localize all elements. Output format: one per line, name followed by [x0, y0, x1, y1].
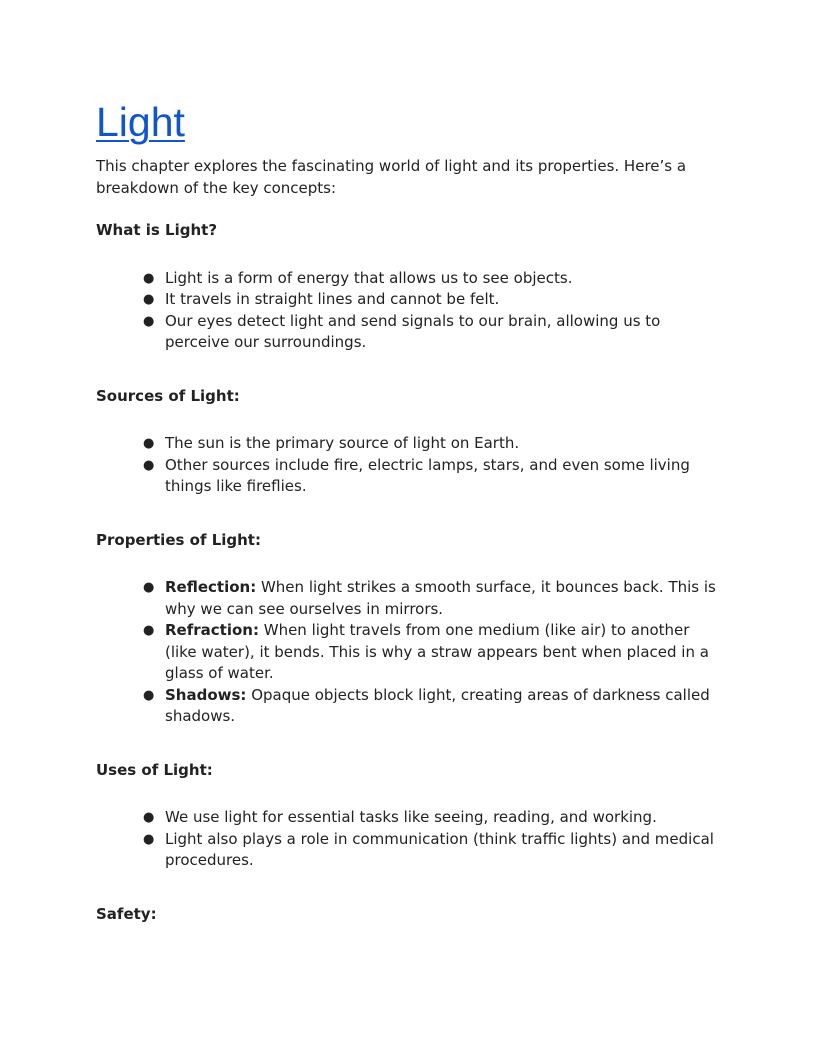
list-item-term: Reflection: — [165, 578, 257, 596]
bullet-icon: ● — [143, 292, 155, 307]
section-heading: What is Light? — [96, 221, 218, 239]
list-item-text: We use light for essential tasks like seeing, reading, and working. — [165, 808, 657, 826]
bullet-icon: ● — [143, 313, 155, 329]
sections-container — [96, 220, 720, 925]
list-item-term: Shadows: — [165, 685, 247, 704]
list-item — [96, 829, 720, 872]
bullet-list — [96, 807, 720, 872]
list-item-text: When light strikes a smooth surface, it bounces back. This is why we can see ourselves in mirrors. — [165, 578, 716, 618]
bullet-icon: ● — [143, 457, 155, 473]
list-item — [96, 577, 720, 620]
list-item — [96, 289, 720, 311]
section-heading: Sources of Light: — [96, 386, 240, 405]
list-item-text: It travels in straight lines and cannot be felt. — [165, 290, 500, 308]
bullet-list — [96, 433, 720, 498]
bullet-icon: ● — [143, 580, 155, 595]
section-heading: Properties of Light: — [96, 530, 261, 549]
bullet-list — [96, 268, 720, 354]
bullet-icon: ● — [143, 436, 155, 451]
list-item-text: Other sources include fire, electric lamps, stars, and even some living things like fireflies. — [165, 455, 690, 495]
bullet-list — [96, 577, 720, 728]
intro-paragraph: This chapter explores the fascinating world of light and its properties. Here’s a breakdown of the key concepts: — [96, 157, 687, 197]
list-item-text: Light also plays a role in communication (think traffic lights) and medical procedures. — [165, 829, 714, 869]
list-item-text: The sun is the primary source of light on Earth. — [165, 434, 520, 452]
list-item — [96, 455, 720, 498]
list-item — [96, 268, 720, 290]
list-item — [96, 685, 720, 728]
list-item — [96, 433, 720, 455]
list-item — [96, 311, 720, 354]
bullet-icon: ● — [143, 810, 155, 825]
list-item-text: Light is a form of energy that allows us to see objects. — [165, 268, 573, 287]
section-heading: Uses of Light: — [96, 760, 213, 779]
list-item — [96, 807, 720, 829]
bullet-icon: ● — [143, 831, 155, 847]
list-item-term: Refraction: — [165, 621, 259, 639]
list-item-text: Our eyes detect light and send signals to our brain, allowing us to perceive our surroundings. — [165, 311, 661, 351]
page-title-link[interactable]: Light — [96, 99, 185, 145]
bullet-icon: ● — [143, 623, 155, 638]
list-item-text: When light travels from one medium (like air) to another (like water), it bends. This is why a straw appears bent when placed in a glass of water. — [165, 621, 709, 682]
section-heading: Safety: — [96, 904, 157, 923]
list-item — [96, 620, 720, 685]
list-item-text: Opaque objects block light, creating areas of darkness called shadows. — [165, 685, 710, 725]
bullet-icon: ● — [143, 270, 155, 286]
document-page — [96, 96, 720, 925]
bullet-icon: ● — [143, 687, 155, 703]
